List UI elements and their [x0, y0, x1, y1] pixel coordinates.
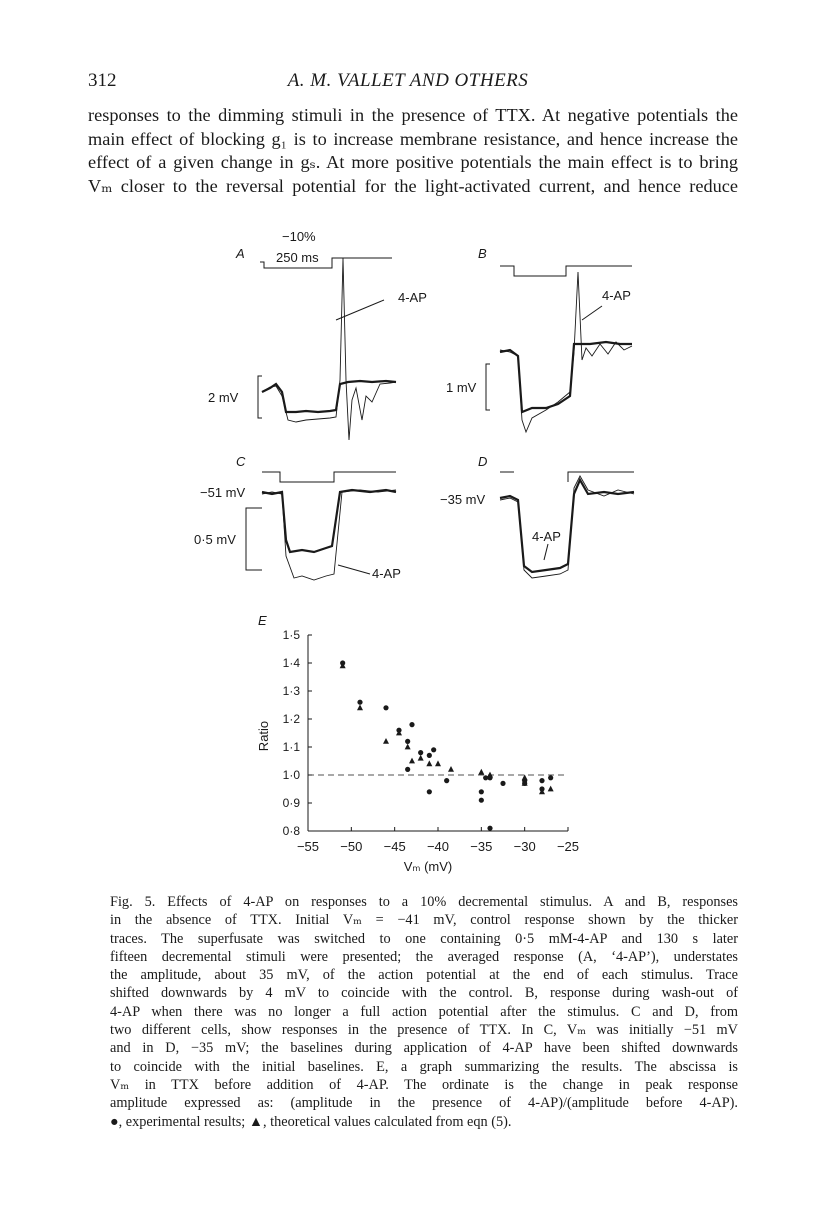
- x-tick-label: −25: [556, 839, 580, 854]
- page-header: [0, 70, 816, 94]
- theoretical-point: [383, 738, 389, 744]
- trace-label-b: 4-AP: [602, 288, 631, 303]
- panel-label-e: E: [258, 613, 267, 628]
- control-trace-b: [500, 342, 632, 412]
- experimental-point: [383, 705, 388, 710]
- caption-line: Vₘ in TTX before addition of 4-AP. The ordinate is the change in peak response: [110, 1076, 738, 1093]
- theoretical-point: [478, 769, 484, 775]
- body-line: responses to the dimming stimuli in the presence of TTX. At negative potentials the: [88, 105, 738, 125]
- body-line: main effect of blocking g₁ is to increase membrane resistance, and hence increase the: [88, 128, 738, 149]
- x-tick-label: −50: [340, 839, 363, 854]
- y-tick-label: 0·9: [282, 796, 300, 810]
- x-tick-label: −55: [296, 839, 320, 854]
- experimental-point: [427, 753, 432, 758]
- caption-line: the amplitude, about 35 mV, of the action potential at the end of each stimulus. Trace: [110, 967, 738, 984]
- caption-line: traces. The superfusate was switched to one containing 0·5 mM-4-AP and 130 s later: [110, 930, 738, 947]
- experimental-point: [539, 778, 544, 783]
- y-tick-label: 0·8: [282, 824, 300, 838]
- experimental-point: [500, 781, 505, 786]
- theoretical-point: [426, 760, 432, 766]
- experimental-point: [409, 722, 414, 727]
- leader-line-d: [544, 544, 548, 560]
- experimental-point: [427, 789, 432, 794]
- trace-label-c: 4-AP: [372, 566, 401, 581]
- body-paragraph: [88, 104, 738, 198]
- experimental-point: [444, 778, 449, 783]
- caption-line: shifted downwards by 4 mV to coincide with the control. B, response during wash-out of: [110, 985, 738, 1002]
- y-tick-label: 1·2: [282, 712, 300, 726]
- theoretical-point: [409, 758, 415, 764]
- x-tick-label: −30: [513, 839, 536, 854]
- scale-label-a: 2 mV: [208, 390, 239, 405]
- baseline-label-d: −35 mV: [440, 492, 486, 507]
- stim-percent-label: −10%: [282, 229, 316, 244]
- y-tick-label: 1·4: [282, 656, 300, 670]
- stim-duration-label: 250 ms: [276, 250, 319, 265]
- experimental-point: [479, 789, 484, 794]
- experimental-point: [405, 767, 410, 772]
- caption-line: amplitude expressed as: (amplitude in the presence of 4-AP)/(amplitude before 4-AP).: [110, 1095, 738, 1112]
- figure-caption: [110, 893, 738, 1131]
- x-tick-label: −35: [470, 839, 493, 854]
- panel-label-a: A: [236, 246, 245, 261]
- leader-line-c: [338, 565, 370, 574]
- y-tick-label: 1·1: [282, 740, 300, 754]
- panel-label-d: D: [478, 454, 488, 469]
- theoretical-point: [448, 766, 454, 772]
- experimental-point: [431, 747, 436, 752]
- experimental-point: [548, 775, 553, 780]
- experimental-point: [357, 700, 362, 705]
- experimental-point: [418, 750, 423, 755]
- y-tick-label: 1·5: [282, 628, 300, 642]
- x-tick-label: −40: [426, 839, 450, 854]
- scale-bar-a: [258, 376, 262, 418]
- 4ap-trace-a: [262, 258, 396, 440]
- x-tick-label: −45: [383, 839, 406, 854]
- caption-line: 4-AP when there was no longer a full action potential after the stimulus. C and D, from: [110, 1003, 738, 1020]
- y-tick-label: 1·0: [282, 768, 300, 782]
- trace-label-a: 4-AP: [398, 290, 427, 305]
- ratio-scatter-chart: [256, 628, 579, 874]
- figure-5: [0, 215, 816, 875]
- scale-bar-b: [486, 364, 490, 410]
- leader-line-a: [336, 300, 384, 320]
- stimulus-trace-c: [262, 472, 396, 482]
- scale-label-b: 1 mV: [446, 380, 477, 395]
- body-line: effect of a given change in gₛ. At more positive potentials the main effect is to bring: [88, 152, 738, 173]
- baseline-label-c: −51 mV: [200, 485, 246, 500]
- y-tick-label: 1·3: [282, 684, 300, 698]
- theoretical-point: [487, 772, 493, 778]
- 4ap-trace-d: [500, 476, 634, 578]
- theoretical-point: [357, 704, 363, 710]
- theoretical-point: [418, 755, 424, 761]
- theoretical-point: [435, 760, 441, 766]
- page-number: 312: [88, 70, 117, 91]
- experimental-point: [405, 739, 410, 744]
- experimental-point: [487, 826, 492, 831]
- scale-bar-c: [246, 508, 262, 570]
- x-axis-label: Vₘ (mV): [403, 859, 453, 874]
- caption-line: ●, experimental results; ▲, theoretical values calculated from eqn (5).: [110, 1113, 512, 1130]
- body-line: Vₘ closer to the reversal potential for the light-activated current, and hence reduce: [88, 175, 738, 196]
- trace-label-d: 4-AP: [532, 529, 561, 544]
- caption-line: fifteen decremental stimuli were presented; the averaged response (A, ‘4-AP’), understates: [110, 948, 738, 965]
- theoretical-point: [405, 744, 411, 750]
- panel-label-b: B: [478, 246, 487, 261]
- caption-line: in the absence of TTX. Initial Vₘ = −41 mV, control response shown by the thicker: [110, 912, 738, 929]
- caption-line: and in D, −35 mV; the baselines during application of 4-AP have been shifted downwards: [110, 1040, 738, 1057]
- caption-line: to coincide with the initial baselines. E, a graph summarizing the results. The abscissa is: [110, 1058, 738, 1075]
- leader-line-b: [582, 306, 602, 320]
- running-head: A. M. VALLET AND OTHERS: [287, 70, 529, 91]
- caption-line: Fig. 5. Effects of 4-AP on responses to a 10% decremental stimulus. A and B, responses: [110, 894, 738, 910]
- panel-label-c: C: [236, 454, 246, 469]
- caption-line: two different cells, show responses in the presence of TTX. In C, Vₘ was initially −51 mV: [110, 1022, 738, 1039]
- theoretical-point: [548, 786, 554, 792]
- stimulus-trace-b: [500, 266, 632, 276]
- scale-label-c: 0·5 mV: [194, 532, 236, 547]
- y-axis-label: Ratio: [256, 720, 271, 752]
- experimental-point: [479, 798, 484, 803]
